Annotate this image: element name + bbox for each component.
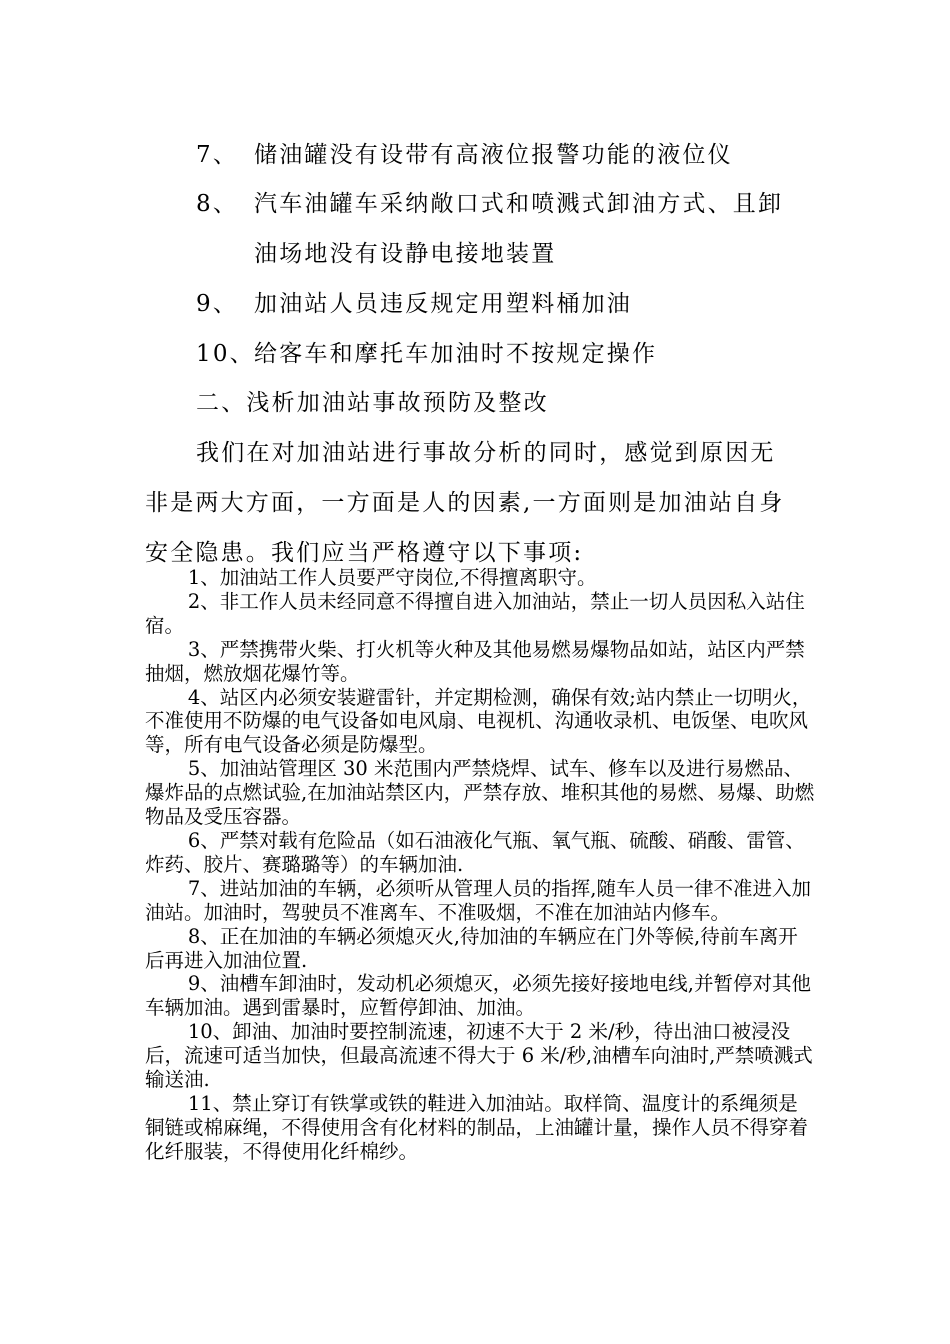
list-item-continuation (196, 235, 556, 268)
list-item-text: 加油站人员违反规定用塑料桶加油 (254, 291, 632, 317)
rule-paragraph: 11、禁止穿订有铁掌或铁的鞋进入加油站。取样筒、温度计的系绳须是铜链或棉麻绳，不得使用含有化材料的制品，上油罐计量，操作人员不得穿着化纤服装，不得使用化纤棉纱。 (145, 1091, 809, 1163)
intro-line: 安全隐患。我们应当严格遵守以下事项: (145, 540, 584, 566)
list-item-number: 10、 (196, 341, 255, 367)
rule-paragraph: 10、卸油、加油时要控制流速，初速不大于 2 米/秒，待出油口被浸没后，流速可适当加快，但最高流速不得大于 6 米/秒,油槽车向油时,严禁喷溅式输送油. (145, 1020, 813, 1092)
list-item (196, 136, 733, 169)
list-item-text: 油场地没有设静电接地装置 (254, 241, 557, 267)
rules-list (145, 566, 815, 1164)
rule-paragraph: 9、油槽车卸油时，发动机必须熄灭，必须先接好接地电线,并暂停对其他车辆加油。遇到雷暴时，应暂停卸油、加油。 (145, 972, 811, 1020)
list-item (196, 285, 632, 318)
list-item (196, 185, 783, 218)
list-item-text: 给客车和摩托车加油时不按规定操作 (254, 341, 658, 367)
list-item-text: 汽车油罐车采纳敞口式和喷溅式卸油方式、且卸 (254, 191, 784, 217)
list-item-number: 9、 (196, 291, 239, 317)
rule-paragraph: 1、加油站工作人员要严守岗位,不得擅离职守。 (187, 566, 597, 589)
intro-line: 我们在对加油站进行事故分析的同时，感觉到原因无 (196, 440, 776, 466)
section-heading: 二、浅析加油站事故预防及整改 (196, 390, 549, 416)
rule-paragraph: 2、非工作人员未经同意不得擅自进入加油站，禁止一切人员因私入站住宿。 (145, 589, 805, 637)
list-item-text: 储油罐没有设带有高液位报警功能的液位仪 (254, 142, 733, 168)
intro-line: 非是两大方面，一方面是人的因素,一方面则是加油站自身 (145, 490, 785, 516)
list-item (196, 335, 657, 368)
rule-paragraph: 3、严禁携带火柴、打火机等火种及其他易燃易爆物品如站，站区内严禁抽烟，燃放烟花爆竹等。 (145, 637, 805, 685)
rule-paragraph: 7、进站加油的车辆，必须听从管理人员的指挥,随车人员一律不准进入加油站。加油时，驾驶员不准离车、不准吸烟，不准在加油站内修车。 (145, 876, 811, 924)
list-item-number: 8、 (196, 191, 239, 217)
rule-paragraph: 6、严禁对载有危险品（如石油液化气瓶、氧气瓶、硫酸、硝酸、雷管、炸药、胶片、赛璐璐等）的车辆加油. (145, 828, 805, 876)
rule-paragraph: 8、正在加油的车辆必须熄灭火,待加油的车辆应在门外等候,待前车离开后再进入加油位置. (145, 924, 798, 972)
rule-paragraph: 4、站区内必须安装避雷针，并定期检测，确保有效;站内禁止一切明火，不准使用不防爆的电气设备如电风扇、电视机、沟通收录机、电饭堡、电吹风等，所有电气设备必须是防爆型。 (145, 685, 812, 757)
rule-paragraph: 5、加油站管理区 30 米范围内严禁烧焊、试车、修车以及进行易燃品、爆炸品的点燃试验,在加油站禁区内，严禁存放、堆积其他的易燃、易爆、助燃物品及受压容器。 (145, 757, 815, 829)
list-item-number: 7、 (196, 142, 239, 168)
